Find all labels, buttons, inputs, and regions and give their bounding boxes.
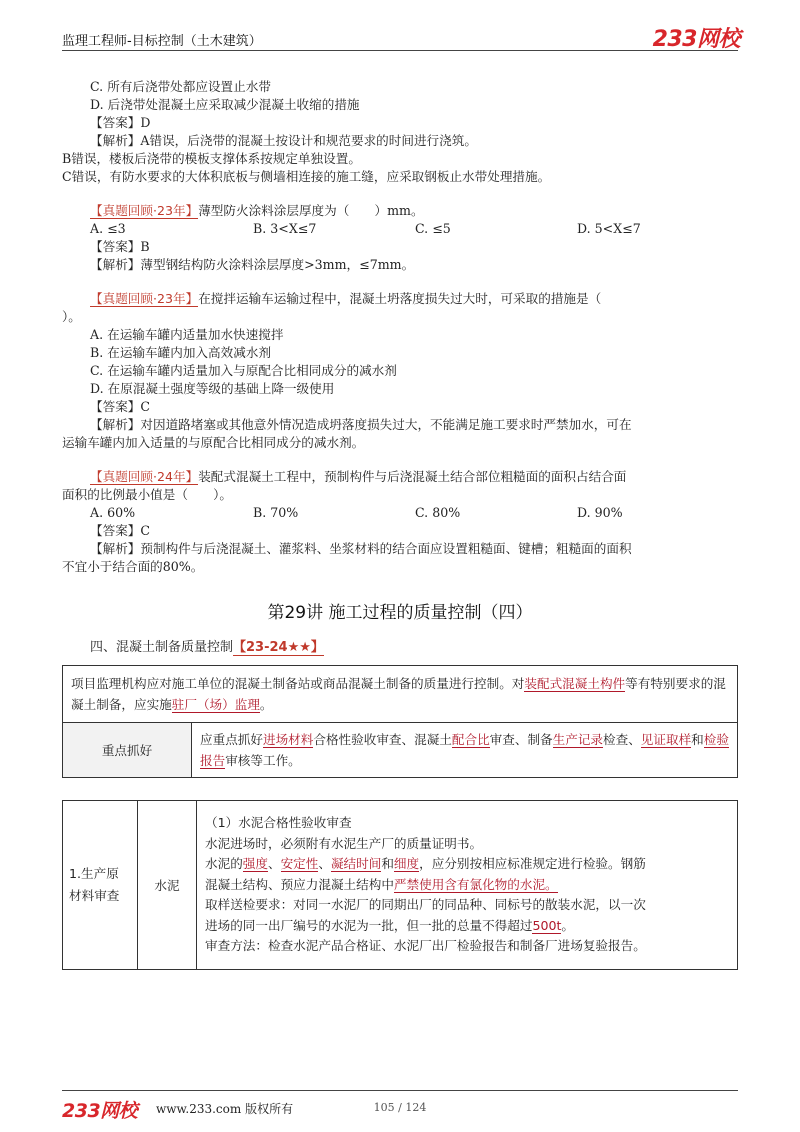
prev-option-d: D. 后浇带处混凝土应采取减少混凝土收缩的措施	[90, 97, 360, 112]
cement-item-title: （1）水泥合格性验收审查	[205, 815, 352, 831]
focus-highlight: 进场材料	[262, 732, 314, 747]
focus-content-cell	[192, 723, 738, 778]
cement-line-2	[205, 854, 729, 875]
cement-highlight: 凝结时间	[330, 856, 382, 872]
cement-text: ，应分别按相应标准规定进行检验。钢筋	[419, 856, 646, 872]
cement-text: 、	[267, 856, 281, 872]
cement-line-6: 审查方法：检查水泥产品合格证、水泥厂出厂检验报告和制备厂进场复验报告。	[205, 938, 646, 954]
header-rule	[62, 50, 738, 51]
q1-answer: 【答案】B	[90, 239, 150, 254]
q1-option-a: A. ≤3	[90, 221, 126, 236]
header-logo: 233网校	[652, 27, 740, 52]
table-row	[63, 723, 738, 778]
cement-line-4: 取样送检要求：对同一水泥厂的同期出厂的同品种、同标号的散装水泥，以一次	[205, 897, 646, 913]
header-title: 监理工程师-目标控制（土木建筑）	[62, 34, 262, 49]
footer-rule	[62, 1090, 738, 1091]
q2-option-b: B. 在运输车罐内加入高效减水剂	[90, 345, 271, 360]
intro-highlight-prefab: 装配式混凝土构件	[524, 676, 626, 691]
prev-analysis-1: 【解析】A错误，后浇带的混凝土按设计和规范要求的时间进行浇筑。	[90, 133, 477, 148]
cement-highlight: 细度	[393, 856, 420, 872]
subheading-tag: 【23-24★★】	[233, 640, 324, 655]
intro-text-2: 等有特别要求的混凝土制备，应实施	[71, 676, 726, 712]
q2-stem-2: ）。	[62, 309, 81, 324]
focus-text: 合格性验收审查、混凝土	[313, 732, 452, 747]
prev-option-c: C. 所有后浇带处都应设置止水带	[90, 79, 271, 94]
cement-text: 混凝土结构、预应力混凝土结构中	[205, 876, 394, 892]
cement-highlight: 安定性	[280, 856, 319, 872]
q3-stem-line	[90, 468, 626, 486]
footer-logo: 233网校	[62, 1100, 138, 1122]
focus-highlight: 检验报告	[200, 732, 729, 768]
focus-highlight: 生产记录	[552, 732, 603, 747]
q3-option-a: A. 60%	[90, 505, 136, 520]
table-row	[63, 666, 738, 723]
focus-text: 应重点抓好	[200, 732, 263, 747]
section-title: 第29讲 施工过程的质量控制（四）	[267, 603, 533, 623]
q3-analysis-1: 【解析】预制构件与后浇混凝土、灌浆料、坐浆材料的结合面应设置粗糙面、键槽；粗糙面的面积	[90, 541, 632, 556]
q3-option-b: B. 70%	[253, 505, 299, 520]
q2-option-d: D. 在原混凝土强度等级的基础上降一级使用	[90, 381, 335, 396]
cement-text: 和	[381, 856, 394, 872]
focus-label-cell: 重点抓好	[63, 723, 192, 778]
materials-table	[62, 800, 738, 970]
material-cell: 水泥	[138, 801, 197, 970]
q2-answer: 【答案】C	[90, 399, 151, 414]
q1-stem-line	[90, 202, 424, 220]
control-table	[62, 665, 738, 778]
focus-highlight: 见证取样	[640, 732, 692, 747]
q1-analysis: 【解析】薄型钢结构防火涂料涂层厚度>3mm，≤7mm。	[90, 257, 415, 272]
focus-text: 和	[691, 732, 704, 747]
intro-cell	[63, 666, 738, 723]
q2-option-a: A. 在运输车罐内适量加水快速搅拌	[90, 327, 284, 342]
q3-stem-2: 面积的比例最小值是（ ）。	[62, 487, 233, 502]
q3-analysis-2: 不宜小于结合面的80%。	[62, 559, 204, 574]
q2-analysis-1: 【解析】对因道路堵塞或其他意外情况造成坍落度损失过大，不能满足施工要求时严禁加水，可在	[90, 417, 632, 432]
cement-text: 进场的同一出厂编号的水泥为一批，但一批的总量不得超过	[205, 917, 533, 933]
cement-text: 、	[318, 856, 331, 872]
subheading-text: 四、混凝土制备质量控制	[90, 640, 234, 655]
q2-analysis-2: 运输车罐内加入适量的与原配合比相同成分的减水剂。	[62, 435, 365, 450]
q1-option-b: B. 3<X≤7	[253, 221, 317, 236]
focus-text: 检查、	[603, 732, 641, 747]
page-number: 105 / 124	[373, 1101, 427, 1114]
category-cell: 1.生产原材料审查	[63, 801, 138, 970]
intro-text-3: 。	[259, 697, 273, 712]
prev-analysis-3: C错误，有防水要求的大体积底板与侧墙相连接的施工缝，应采取钢板止水带处理措施。	[62, 169, 551, 184]
q1-year-tag: 【真题回顾·23年】	[90, 203, 199, 218]
cement-content-cell	[197, 801, 738, 970]
focus-highlight: 配合比	[451, 732, 490, 747]
cement-text: 。	[561, 917, 575, 933]
q1-option-d: D. 5<X≤7	[577, 221, 641, 236]
footer-copyright: www.233.com 版权所有	[156, 1102, 294, 1116]
q3-answer: 【答案】C	[90, 523, 151, 538]
q3-option-d: D. 90%	[577, 505, 623, 520]
focus-text: 审核等工作。	[225, 753, 301, 768]
q1-option-c: C. ≤5	[415, 221, 451, 236]
cement-line-5	[205, 916, 729, 937]
q2-year-tag: 【真题回顾·23年】	[90, 291, 199, 306]
cement-highlight: 强度	[242, 856, 268, 872]
q1-stem: 薄型防火涂料涂层厚度为（ ）mm。	[198, 203, 424, 218]
cement-line-3	[205, 875, 729, 896]
cement-highlight: 严禁使用含有氯化物的水泥。	[393, 876, 558, 892]
subheading	[90, 636, 324, 655]
q3-stem-1: 装配式混凝土工程中，预制构件与后浇混凝土结合部位粗糙面的面积占结合面	[198, 469, 627, 484]
intro-highlight-onsite: 驻厂（场）监理	[171, 697, 260, 712]
focus-text: 审查、制备	[489, 732, 553, 747]
cement-text: 水泥的	[205, 856, 243, 872]
q2-option-c: C. 在运输车罐内适量加入与原配合比相同成分的减水剂	[90, 363, 397, 378]
intro-text-1: 项目监理机构应对施工单位的混凝土制备站或商品混凝土制备的质量进行控制。对	[71, 676, 525, 691]
prev-analysis-2: B错误，楼板后浇带的模板支撑体系按规定单独设置。	[62, 151, 361, 166]
q2-stem-line	[90, 290, 601, 308]
prev-answer: 【答案】D	[90, 115, 151, 130]
q3-option-c: C. 80%	[415, 505, 461, 520]
cement-line-1: 水泥进场时，必须附有水泥生产厂的质量证明书。	[205, 835, 483, 851]
q3-year-tag: 【真题回顾·24年】	[90, 469, 199, 484]
table-row	[63, 801, 738, 970]
cement-highlight: 500t	[532, 917, 562, 933]
q2-stem-1: 在搅拌运输车运输过程中，混凝土坍落度损失过大时，可采取的措施是（	[198, 291, 602, 306]
